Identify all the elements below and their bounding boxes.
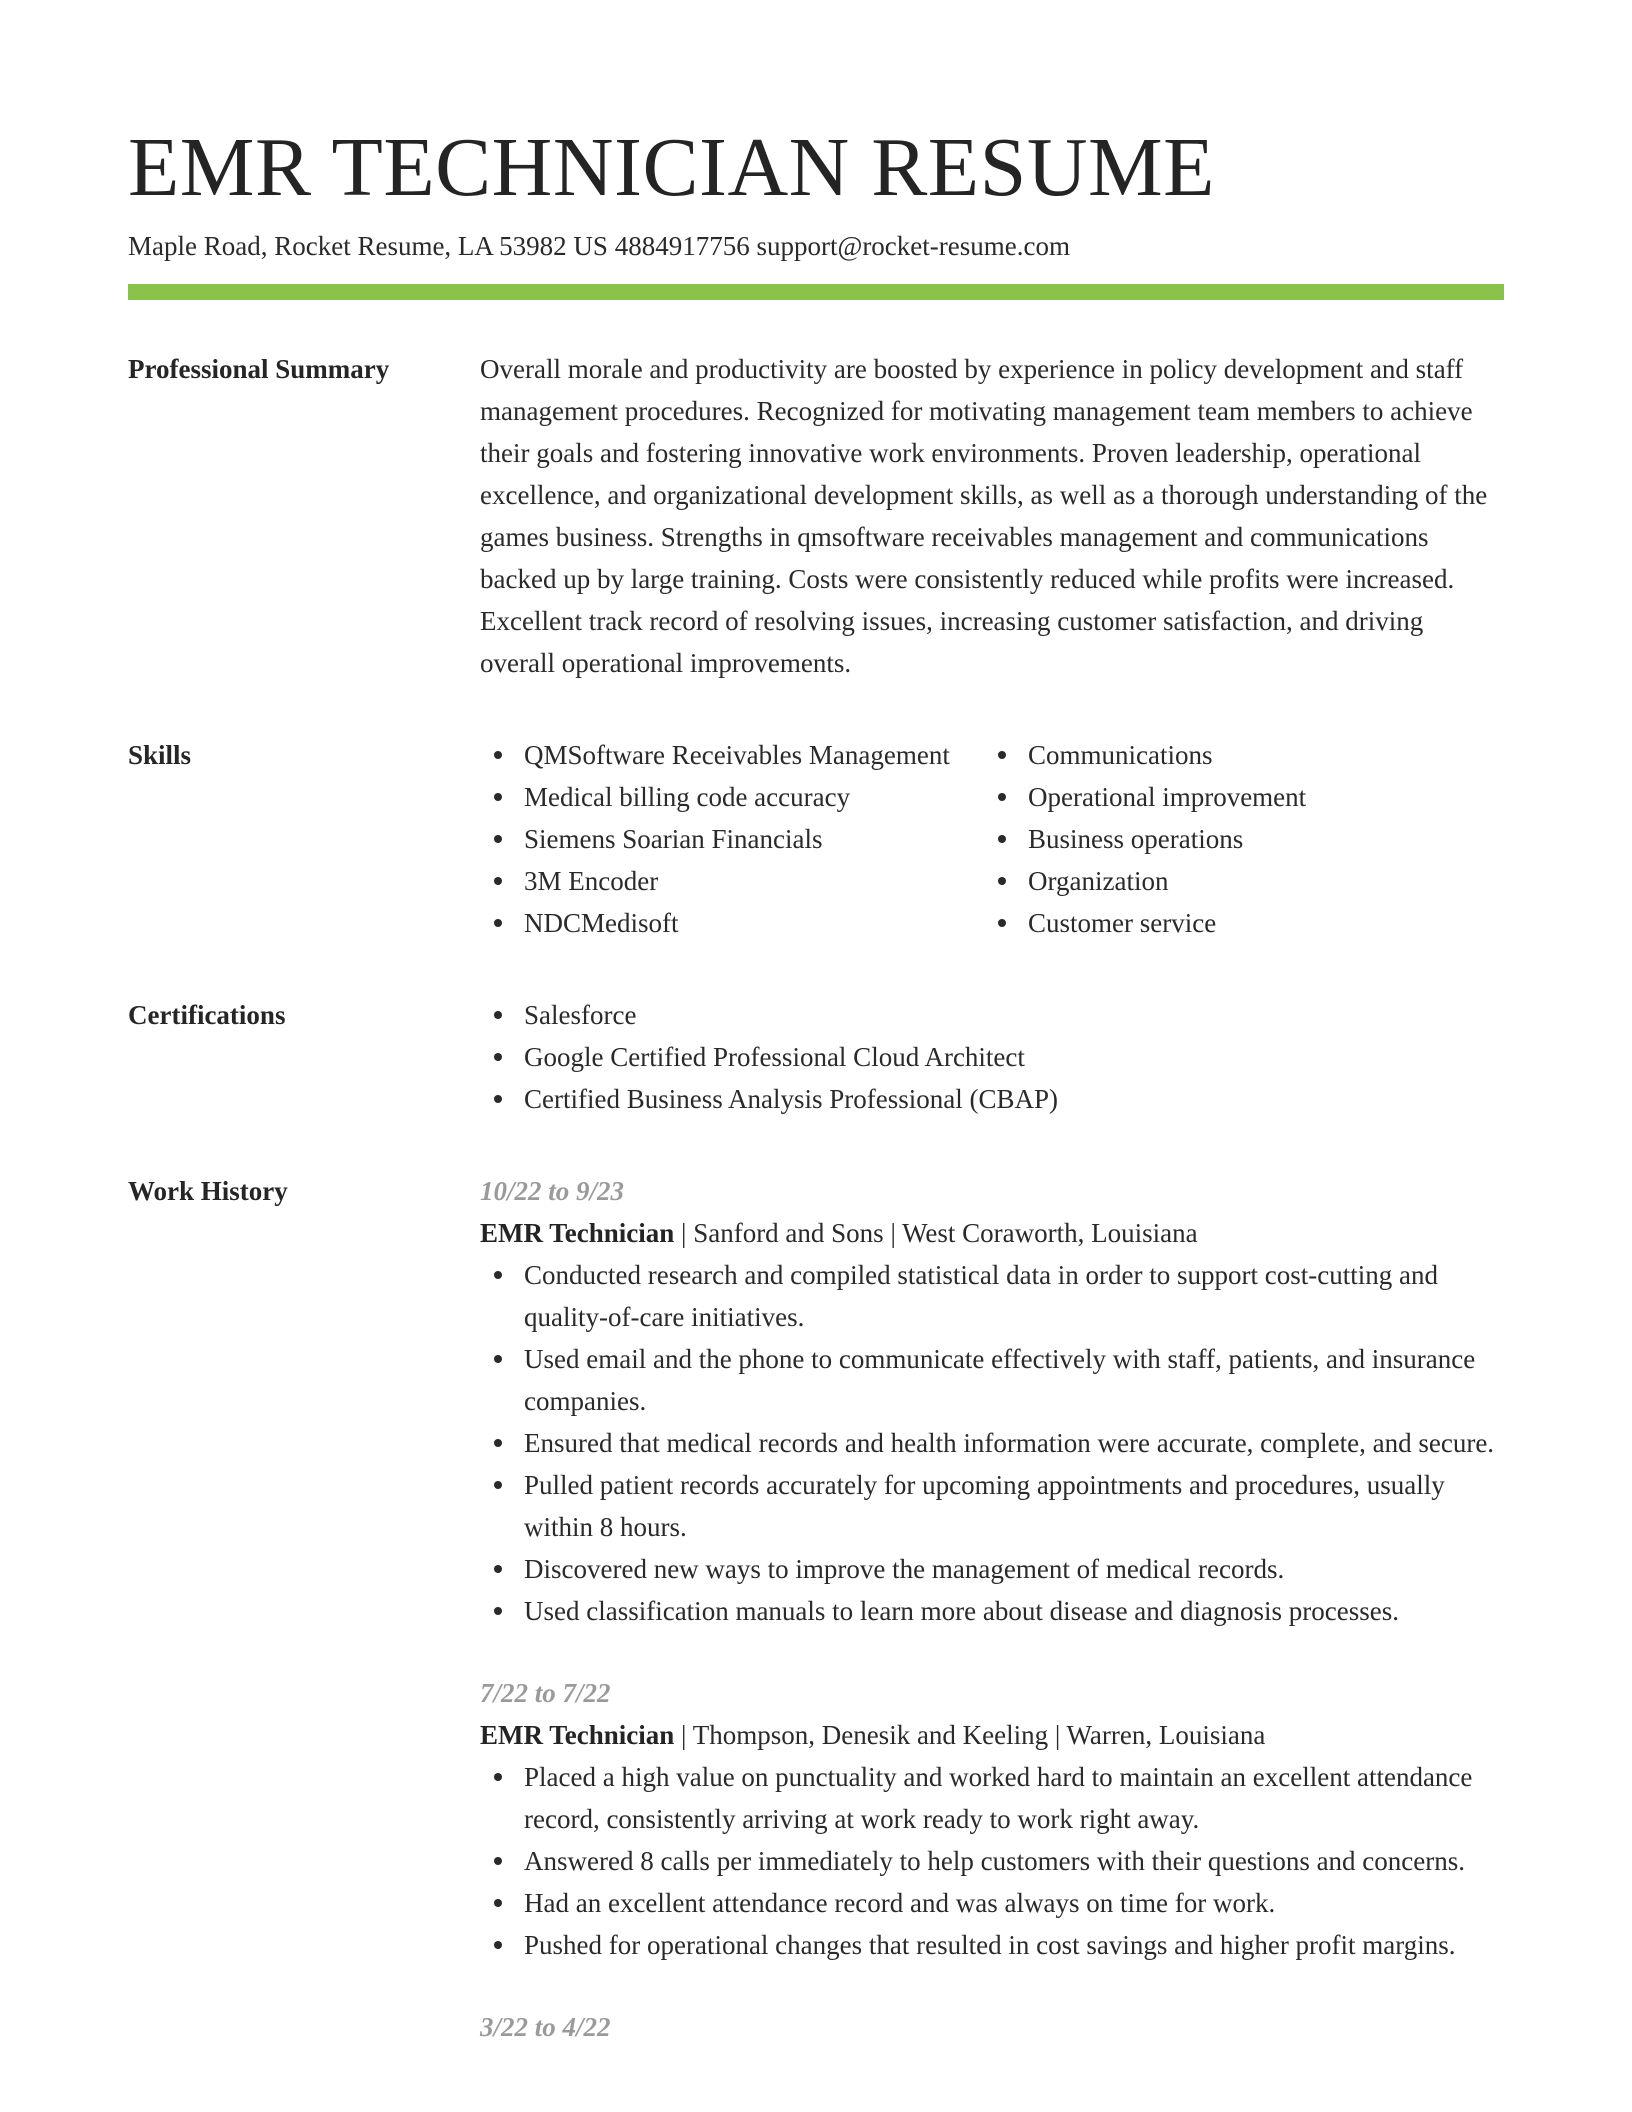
section-label: Skills <box>128 740 192 770</box>
job-title: EMR Technician <box>480 1720 675 1750</box>
job-bullet: Placed a high value on punctuality and worked hard to maintain an excellent attendance record, consistently arriving at work ready to work right away. <box>480 1756 1504 1840</box>
skills-column-1 <box>480 734 984 944</box>
section-label: Work History <box>128 1176 288 1206</box>
job-dates: 10/22 to 9/23 <box>480 1176 625 1206</box>
job-bullets <box>480 1254 1504 1632</box>
resume-title: EMR TECHNICIAN RESUME <box>128 121 1215 214</box>
certification-item: Certified Business Analysis Professional (CBAP) <box>480 1078 1504 1120</box>
certifications-section <box>128 994 1504 1120</box>
certifications-list <box>480 994 1504 1120</box>
professional-summary-section <box>128 348 1504 684</box>
job-bullet: Used classification manuals to learn more about disease and diagnosis processes. <box>480 1590 1504 1632</box>
job-title: EMR Technician <box>480 1218 675 1248</box>
job-bullet: Had an excellent attendance record and was always on time for work. <box>480 1882 1504 1924</box>
skill-item: Medical billing code accuracy <box>480 776 984 818</box>
job-heading <box>480 1212 1504 1254</box>
job-bullet: Discovered new ways to improve the management of medical records. <box>480 1548 1504 1590</box>
job-bullet: Ensured that medical records and health information were accurate, complete, and secure. <box>480 1422 1504 1464</box>
section-body <box>480 348 1504 684</box>
job-details: | Thompson, Denesik and Keeling | Warren, Louisiana <box>674 1720 1266 1750</box>
skill-item: Operational improvement <box>984 776 1504 818</box>
job-entry <box>480 2006 1504 2048</box>
resume-page <box>128 118 1504 2088</box>
job-dates: 3/22 to 4/22 <box>480 2012 611 2042</box>
job-bullets <box>480 1756 1504 1966</box>
skill-item: NDCMedisoft <box>480 902 984 944</box>
job-bullet: Answered 8 calls per immediately to help customers with their questions and concerns. <box>480 1840 1504 1882</box>
job-bullet: Pulled patient records accurately for upcoming appointments and procedures, usually within 8 hours. <box>480 1464 1504 1548</box>
skill-item: 3M Encoder <box>480 860 984 902</box>
job-bullet: Pushed for operational changes that resulted in cost savings and higher profit margins. <box>480 1924 1504 1966</box>
section-body <box>480 1170 1504 2088</box>
skill-item: Communications <box>984 734 1504 776</box>
skill-item: Customer service <box>984 902 1504 944</box>
job-heading <box>480 1714 1504 1756</box>
skills-grid <box>480 734 1504 944</box>
certification-item: Salesforce <box>480 994 1504 1036</box>
skill-item: QMSoftware Receivables Management <box>480 734 984 776</box>
section-label: Professional Summary <box>128 354 390 384</box>
job-details: | Sanford and Sons | West Coraworth, Louisiana <box>674 1218 1198 1248</box>
section-body <box>480 994 1504 1120</box>
summary-text: Overall morale and productivity are boosted by experience in policy development and staff management procedures. Recognized for motivating management team members to achieve their goals and fostering innovative work environments. Proven leadership, operational excellence, and organizational development skills, as well as a thorough understanding of the games business. Strengths in qmsoftware receivables management and communications backed up by large training. Costs were consistently reduced while profits were increased. Excellent track record of resolving issues, increasing customer satisfaction, and driving overall operational improvements. <box>480 354 1488 678</box>
certification-item: Google Certified Professional Cloud Architect <box>480 1036 1504 1078</box>
job-bullet: Used email and the phone to communicate effectively with staff, patients, and insurance companies. <box>480 1338 1504 1422</box>
section-label: Certifications <box>128 1000 286 1030</box>
skill-item: Business operations <box>984 818 1504 860</box>
accent-divider <box>128 284 1504 300</box>
skills-column-2 <box>984 734 1504 944</box>
skill-item: Siemens Soarian Financials <box>480 818 984 860</box>
contact-line: Maple Road, Rocket Resume, LA 53982 US 4884917756 support@rocket-resume.com <box>128 231 1070 261</box>
skills-section <box>128 734 1504 944</box>
job-entry <box>480 1672 1504 1966</box>
job-entry <box>480 1170 1504 1632</box>
job-bullet: Conducted research and compiled statistical data in order to support cost-cutting and quality-of-care initiatives. <box>480 1254 1504 1338</box>
skill-item: Organization <box>984 860 1504 902</box>
work-history-section <box>128 1170 1504 2088</box>
job-dates: 7/22 to 7/22 <box>480 1678 611 1708</box>
